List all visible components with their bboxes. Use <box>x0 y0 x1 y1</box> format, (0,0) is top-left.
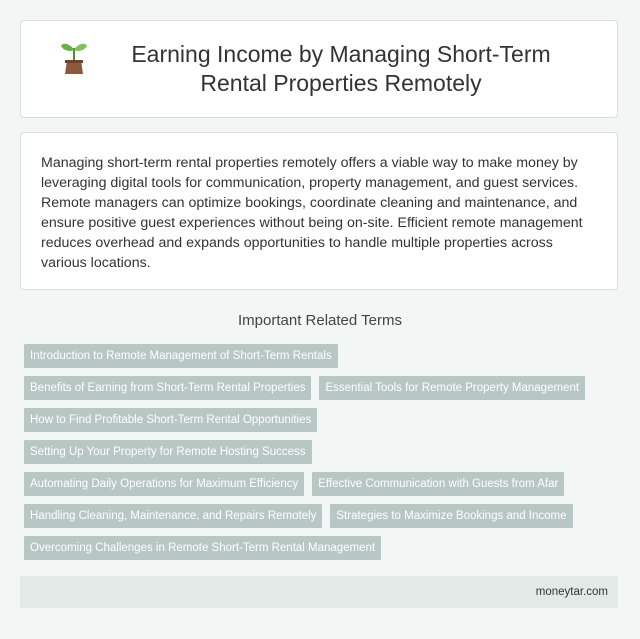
summary-text: Managing short-term rental properties remotely offers a viable way to make money by leveraging digital tools for communication, property management, and guest services. Remote managers can optimize bookings, coordinate cleaning and maintenance, and ensure positive guest experiences without being on-site. Efficient remote management reduces overhead and expands opportunities to handle multiple properties across various locations. <box>41 155 583 271</box>
related-terms-heading: Important Related Terms <box>238 312 402 329</box>
related-term-tag[interactable]: How to Find Profitable Short-Term Rental Opportunities <box>24 408 317 432</box>
footer <box>20 576 618 608</box>
related-term-tag[interactable]: Introduction to Remote Management of Short-Term Rentals <box>24 344 338 368</box>
title-wrap <box>59 40 579 98</box>
footer-site-link[interactable]: moneytar.com <box>535 586 608 598</box>
related-term-tag[interactable]: Setting Up Your Property for Remote Hosting Success <box>24 440 312 464</box>
tag-row <box>24 504 624 528</box>
tag-row <box>24 536 624 560</box>
related-term-tag[interactable]: Benefits of Earning from Short-Term Rental Properties <box>24 376 311 400</box>
title-card <box>20 20 618 118</box>
related-term-tag[interactable]: Overcoming Challenges in Remote Short-Term Rental Management <box>24 536 381 560</box>
summary-card <box>20 132 618 290</box>
related-term-tag[interactable]: Strategies to Maximize Bookings and Income <box>330 504 572 528</box>
tag-row <box>24 344 624 368</box>
page-title: Earning Income by Managing Short-Term Rental Properties Remotely <box>131 41 551 96</box>
related-term-tag[interactable]: Essential Tools for Remote Property Management <box>319 376 585 400</box>
tag-row <box>24 440 624 464</box>
tag-row <box>24 408 624 432</box>
related-term-tag[interactable]: Effective Communication with Guests from Afar <box>312 472 564 496</box>
tag-row <box>24 472 624 496</box>
related-term-tag[interactable]: Automating Daily Operations for Maximum Efficiency <box>24 472 304 496</box>
tag-row <box>24 376 624 400</box>
related-terms-list <box>24 344 624 568</box>
related-term-tag[interactable]: Handling Cleaning, Maintenance, and Repairs Remotely <box>24 504 322 528</box>
seedling-icon <box>59 40 89 74</box>
